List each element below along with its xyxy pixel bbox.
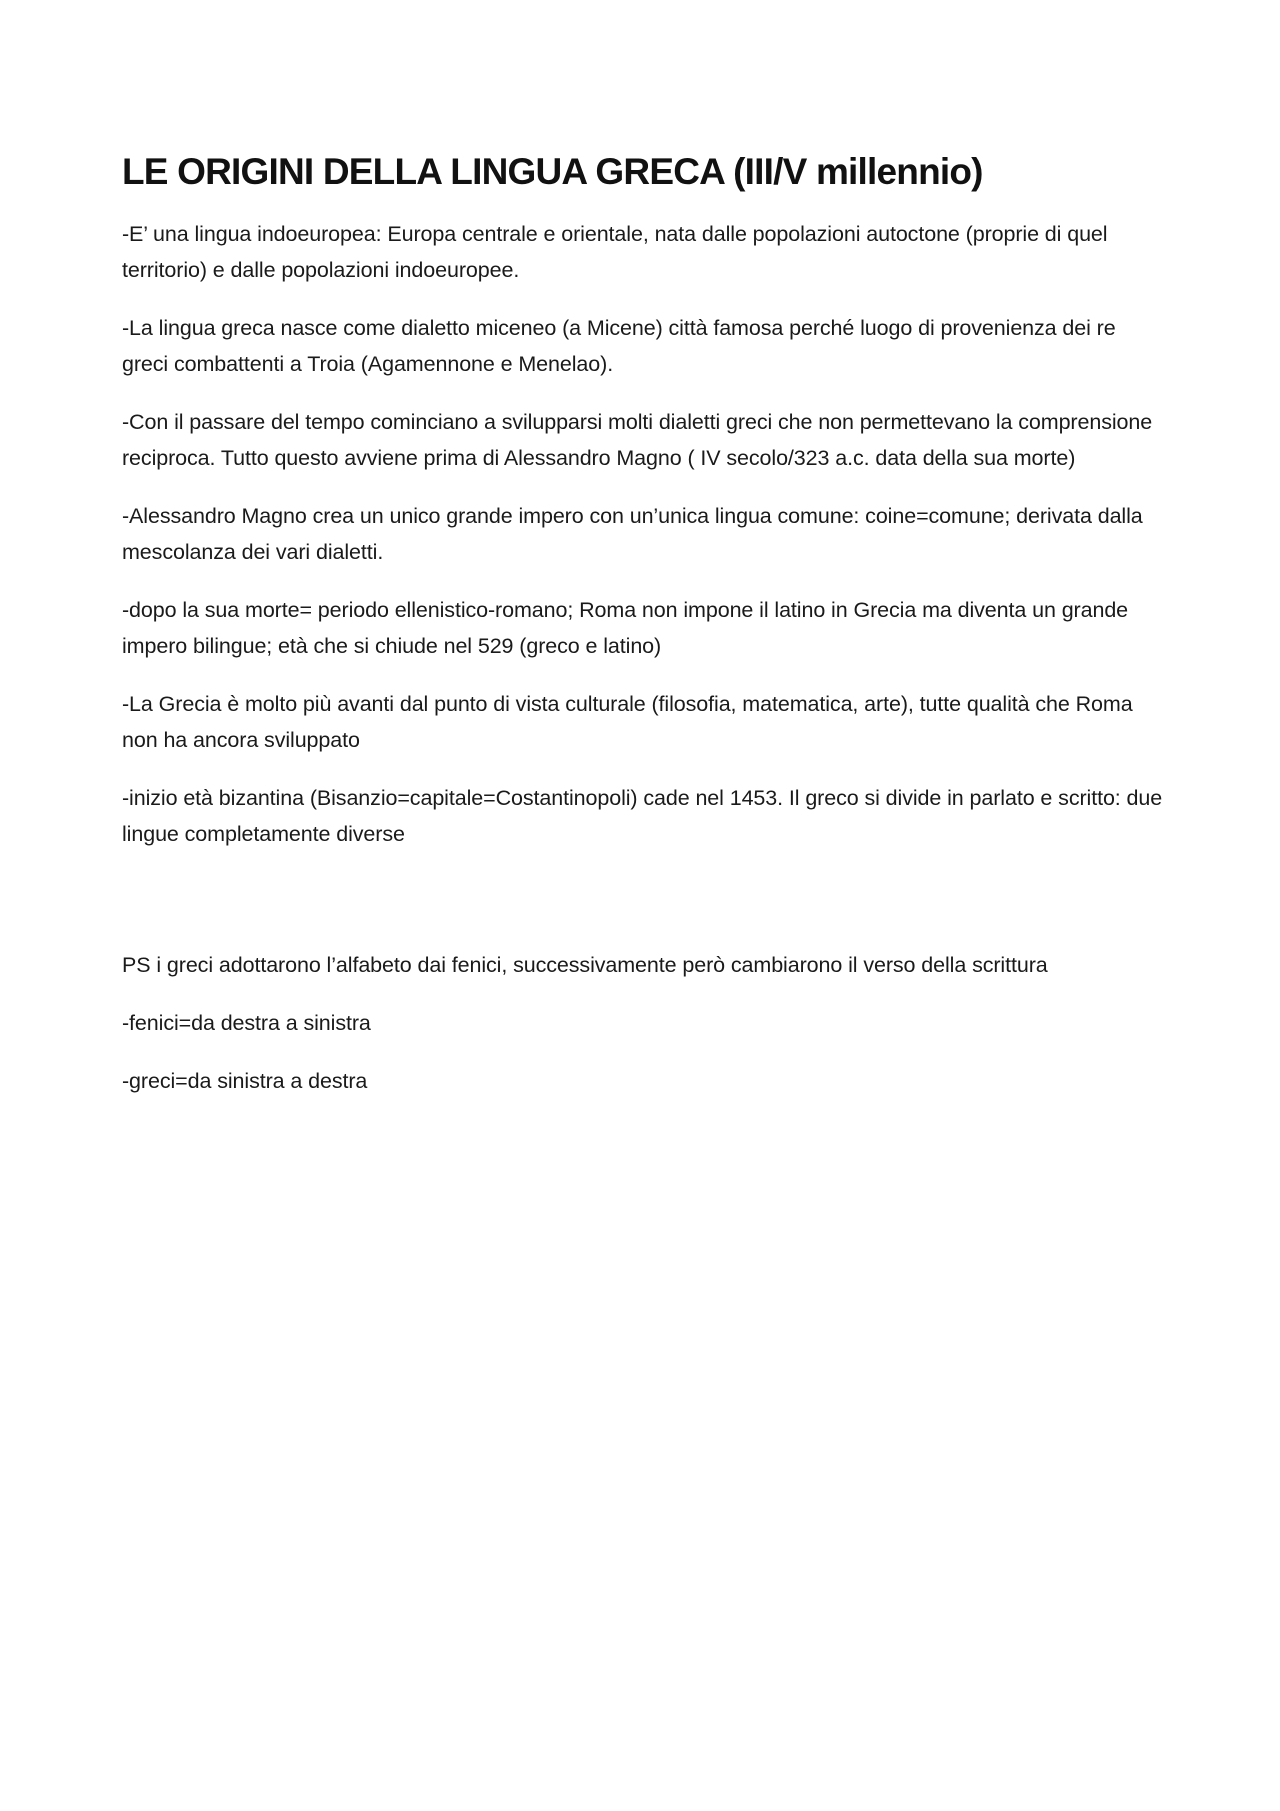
paragraph-greek-culture: -La Grecia è molto più avanti dal punto di vista culturale (filosofia, matematica, arte), tutte qualità che Roma non ha ancora sviluppato [122,692,1133,753]
paragraph-greek-dialects: -Con il passare del tempo cominciano a svilupparsi molti dialetti greci che non permettevano la comprensione reciproca. Tutto questo avviene prima di Alessandro Magno ( IV secolo/323 a.c. data della sua morte) [122,410,1153,471]
paragraph-indoeuropean: -E’ una lingua indoeuropea: Europa centrale e orientale, nata dalle popolazioni autoctone (proprie di quel territorio) e dalle popolazioni indoeuropee. [122,222,1108,283]
spacer [122,874,1167,947]
paragraph-alexander-koine: -Alessandro Magno crea un unico grande impero con un’unica lingua comune: coine=comune; derivata dalla mescolanza dei vari dialetti. [122,504,1143,565]
paragraph-hellenistic-roman: -dopo la sua morte= periodo ellenistico-romano; Roma non impone il latino in Grecia ma diventa un grande impero bilingue; età che si chiude nel 529 (greco e latino) [122,598,1129,659]
document-title: LE ORIGINI DELLA LINGUA GRECA (III/V millennio) [122,151,983,192]
postscript-alphabet: PS i greci adottarono l’alfabeto dai fenici, successivamente però cambiarono il verso della scrittura [122,953,1048,978]
postscript-phoenician-direction: -fenici=da destra a sinistra [122,1011,371,1036]
document-page [122,150,1167,1121]
paragraph-byzantine-age: -inizio età bizantina (Bisanzio=capitale=Costantinopoli) cade nel 1453. Il greco si divide in parlato e scritto: due lingue completamente diverse [122,786,1163,847]
paragraph-mycenaean-dialect: -La lingua greca nasce come dialetto miceneo (a Micene) città famosa perché luogo di provenienza dei re greci combattenti a Troia (Agamennone e Menelao). [122,316,1116,377]
postscript-greek-direction: -greci=da sinistra a destra [122,1069,368,1094]
